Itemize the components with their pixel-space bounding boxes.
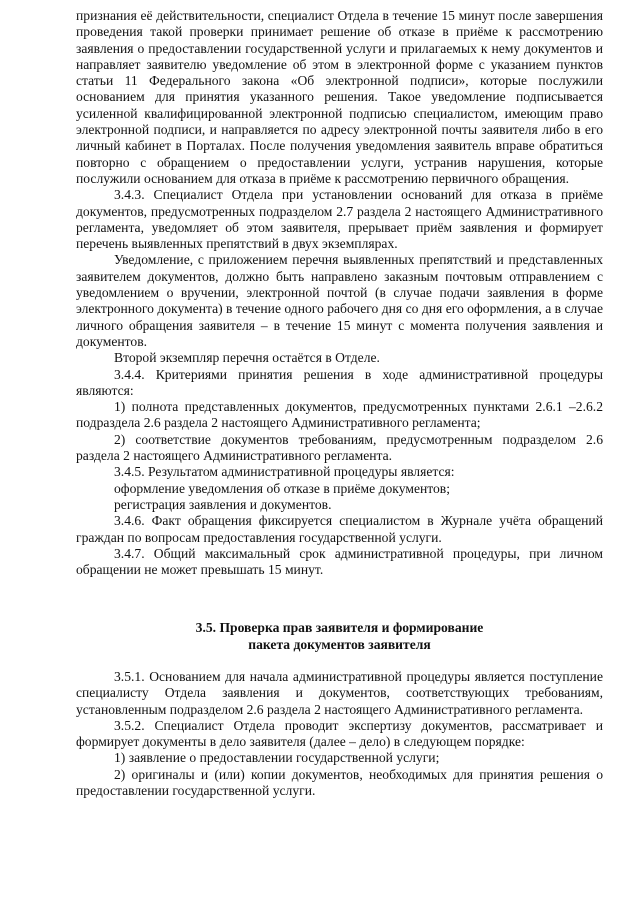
- heading-spacer: [76, 653, 603, 669]
- document-body: [76, 8, 603, 799]
- paragraph: 3.5.2. Специалист Отдела проводит экспертизу документов, рассматривает и формирует документы в дело заявителя (далее – дело) в следующем порядке:: [76, 717, 603, 750]
- paragraph: 3.5.1. Основанием для начала административной процедуры является поступление специалисту Отдела заявления и документов, соответствующих требованиям, установленным подразделом 2.6 раздела 2 настоящего Административного регламента.: [76, 668, 603, 717]
- paragraph: 3.4.6. Факт обращения фиксируется специалистом в Журнале учёта обращений граждан по вопросам предоставления государственной услуги.: [76, 513, 603, 545]
- section-heading: [76, 620, 603, 653]
- paragraph: регистрация заявления и документов.: [114, 496, 332, 512]
- paragraph: признания её действительности, специалист Отдела в течение 15 минут после завершения проведения такой проверки принимает решение об отказе в приёме к рассмотрению заявления о предоставлении государственной услуги и прилагаемых к нему документов и направляет заявителю уведомление об этом в электронной форме с указанием пунктов статьи 11 Федерального закона «Об электронной подписи», которые послужили основанием для принятия указанного решения. Такое уведомление подписывается усиленной квалифицированной электронной подписью специалистом, имеющим право электронной подписи, и направляется по адресу электронной почты заявителя либо в его личный кабинет в Порталах. После получения уведомления заявитель вправе обратиться повторно с обращением о предоставлении услуги, устранив нарушения, которые послужили основанием для отказа в приёме к рассмотрению первичного обращения.: [76, 8, 603, 186]
- paragraph: 3.4.3. Специалист Отдела при установлении оснований для отказа в приёме документов, предусмотренных подразделом 2.7 раздела 2 настоящего Административного регламента, уведомляет об этом заявителя, прерывает приём заявления и формирует перечень выявленных препятствий в двух экземплярах.: [76, 187, 603, 252]
- paragraph: 1) полнота представленных документов, предусмотренных пунктами 2.6.1 –2.6.2 подраздела 2.6 раздела 2 настоящего Административного регламента;: [76, 399, 603, 431]
- paragraph: 2) соответствие документов требованиям, предусмотренным подразделом 2.6 раздела 2 настоящего Административного регламента.: [76, 431, 603, 464]
- paragraph: Второй экземпляр перечня остаётся в Отделе.: [114, 350, 380, 366]
- paragraph: 3.4.5. Результатом административной процедуры является:: [114, 464, 455, 480]
- paragraph: 3.4.4. Критериями принятия решения в ходе административной процедуры являются:: [76, 366, 603, 398]
- paragraphs-before-heading: [76, 8, 603, 578]
- section-heading-line-2: пакета документов заявителя: [248, 636, 431, 652]
- section-spacer: [76, 578, 603, 620]
- paragraph: 2) оригиналы и (или) копии документов, необходимых для принятия решения о предоставлении государственной услуги.: [76, 766, 603, 799]
- paragraph: Уведомление, с приложением перечня выявленных препятствий и представленных заявителем документов, должно быть направлено заказным почтовым отправлением с уведомлением о вручении, электронной почтой (в случае подачи заявления в форме электронного документа) в течение одного рабочего дня со дня его оформления, а в случае личного обращения заявителя – в течение 15 минут с момента получения заявления и документов.: [76, 252, 603, 349]
- paragraphs-after-heading: [76, 669, 603, 799]
- paragraph: оформление уведомления об отказе в приёме документов;: [114, 480, 450, 496]
- paragraph: 3.4.7. Общий максимальный срок административной процедуры, при личном обращении не может превышать 15 минут.: [76, 545, 603, 578]
- paragraph: 1) заявление о предоставлении государственной услуги;: [114, 750, 440, 766]
- section-heading-line-1: 3.5. Проверка прав заявителя и формирование: [195, 620, 484, 636]
